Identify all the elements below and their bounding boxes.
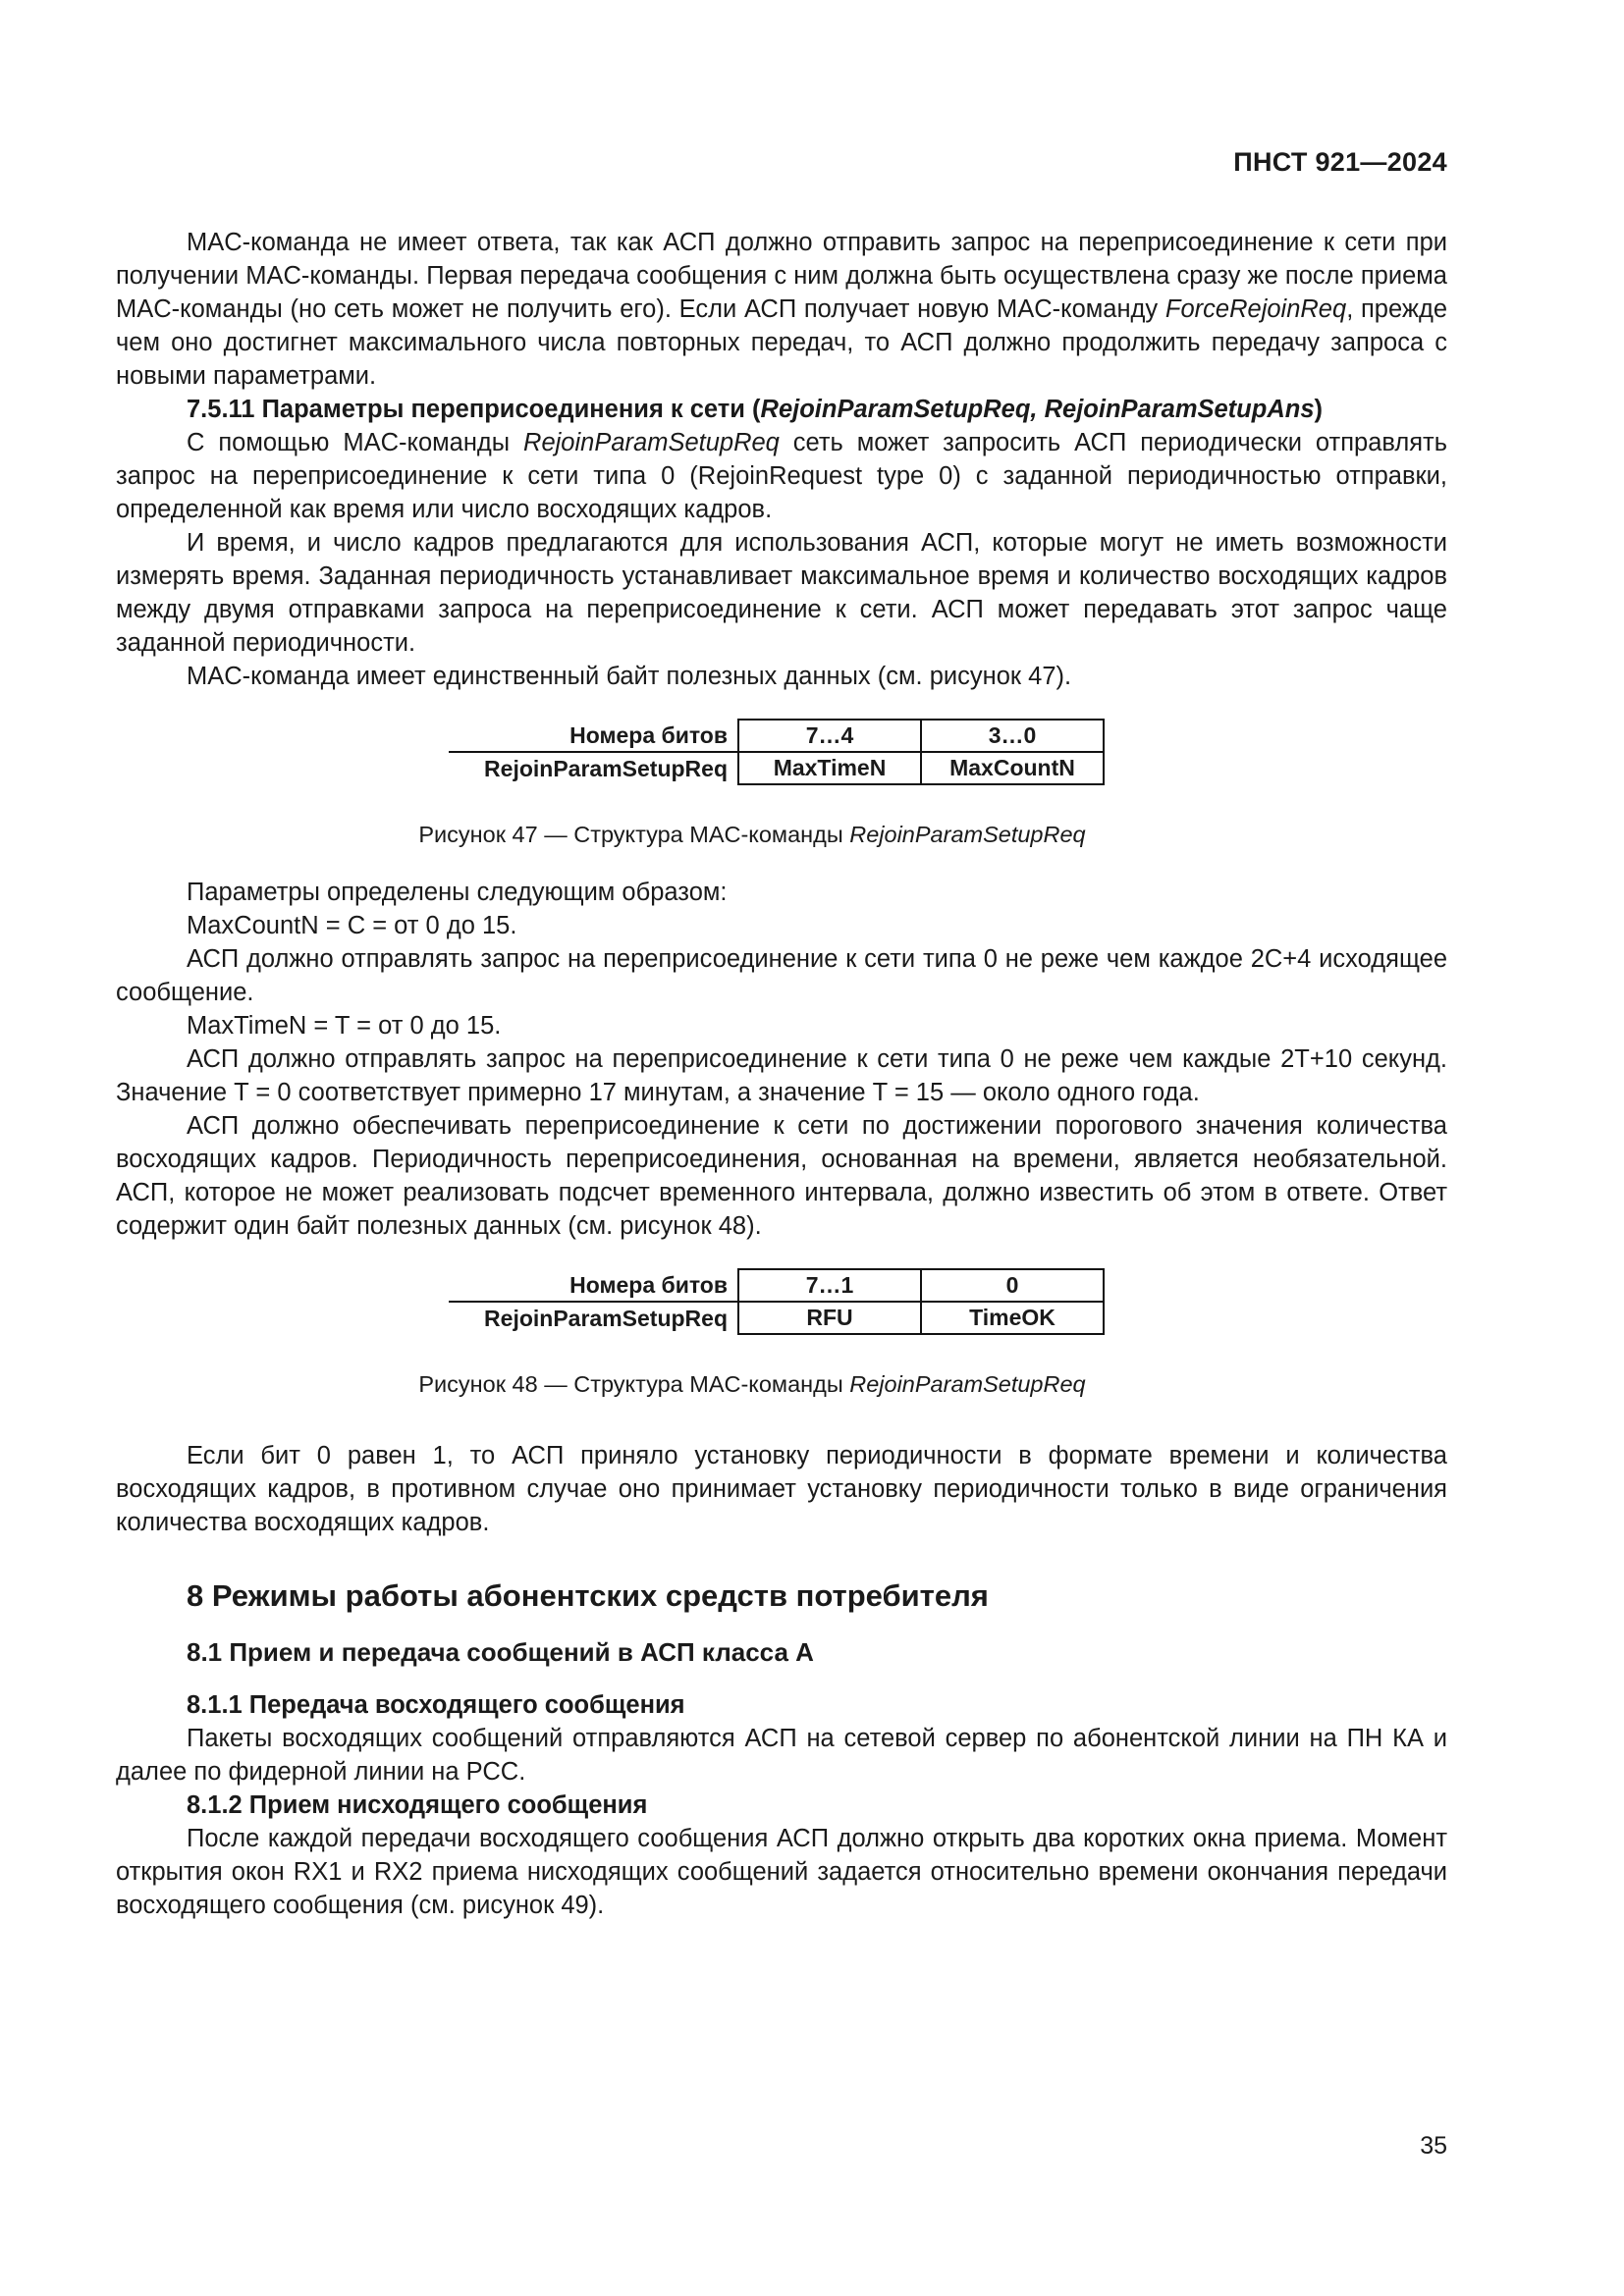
table-cell: 0 (921, 1269, 1104, 1302)
rejoin-param-setup-req-term: RejoinParamSetupReq (523, 429, 780, 456)
paragraph-max-time-text: АСП должно отправлять запрос на переприсоединение к сети типа 0 не реже чем каждые 2T+10 секунд. Значение T = 0 соответствует примерно 17 минутам, а значение T = 15 — около одного года. (116, 1045, 1447, 1106)
paragraph-max-count-def: MaxCountN = C = от 0 до 15. (187, 912, 517, 939)
paragraph-max-count-text: АСП должно отправлять запрос на переприсоединение к сети типа 0 не реже чем каждое 2C+4 исходящее сообщение. (116, 945, 1447, 1006)
paragraph-ack: АСП должно обеспечивать переприсоединение к сети по достижении порогового значения количества восходящих кадров. Периодичность переприсоединения, основанная на времени, является необязательной. АСП, которое не может реализовать подсчет временного интервала, должно известить об этом в ответе. Ответ содержит один байт полезных данных (см. рисунок 48). (116, 1112, 1447, 1240)
table-row (449, 720, 1104, 752)
table-cell: TimeOK (921, 1302, 1104, 1334)
section-8-heading: 8 Режимы работы абонентских средств потребителя (187, 1578, 989, 1613)
section-8-1-2-heading: 8.1.2 Прием нисходящего сообщения (187, 1791, 648, 1819)
paragraph-mac-no-answer: MAC-команда не имеет ответа, так как АСП должно отправить запрос на переприсоединение к сети при получении MAC-команды. Первая передача сообщения с ним должна быть осуществлена сразу же после приема MAC-команды (но сеть может не получить его). Если АСП получает новую MAC-команду ForceRejoinReq, прежде чем оно достигнет максимального числа повторных передач, то АСП должно продолжить передачу запроса с новыми параметрами. (116, 229, 1447, 390)
table-cell: 7…4 (738, 720, 921, 752)
figure-48-table (449, 1268, 1105, 1335)
page-content (116, 226, 1447, 1922)
paragraph-bit0: Если бит 0 равен 1, то АСП приняло установку периодичности в формате времени и количества восходящих кадров, в противном случае оно принимает установку периодичности только в виде ограничения количества восходящих кадров. (116, 1442, 1447, 1536)
paragraph-params-intro: Параметры определены следующим образом: (187, 879, 728, 906)
table-cell: Номера битов (449, 720, 738, 752)
table-cell: RFU (738, 1302, 921, 1334)
table-cell: 7…1 (738, 1269, 921, 1302)
table-cell: RejoinParamSetupReq (484, 755, 728, 781)
figure-47-table (449, 719, 1105, 785)
paragraph-time-frames: И время, и число кадров предлагаются для использования АСП, которые могут не иметь возможности измерять время. Заданная периодичность устанавливает максимальное время и количество восходящих кадров между двумя отправками запроса на переприсоединение к сети. АСП может передавать этот запрос чаще заданной периодичности. (116, 529, 1447, 657)
table-cell: Номера битов (449, 1269, 738, 1302)
paragraph-downlink: После каждой передачи восходящего сообщения АСП должно открыть два коротких окна приема. Момент открытия окон RX1 и RX2 приема нисходящих сообщений задается относительно времени окончания передачи восходящего сообщения (см. рисунок 49). (116, 1825, 1447, 1919)
standard-header: ПНСТ 921—2024 (1233, 147, 1447, 177)
table-cell: RejoinParamSetupReq (484, 1305, 728, 1331)
page-number: 35 (1420, 2132, 1447, 2160)
section-7-5-11-heading: 7.5.11 Параметры переприсоединения к сети (RejoinParamSetupReq, RejoinParamSetupAns) (187, 396, 1323, 423)
table-row (449, 1302, 1104, 1334)
table-cell: MaxCountN (921, 752, 1104, 784)
paragraph-single-byte: MAC-команда имеет единственный байт полезных данных (см. рисунок 47). (187, 663, 1072, 690)
paragraph-rejoin-setup: С помощью MAC-команды RejoinParamSetupReq сеть может запросить АСП периодически отправлять запрос на переприсоединение к сети типа 0 (RejoinRequest type 0) с заданной периодичностью отправки, определенной как время или число восходящих кадров. (116, 429, 1447, 523)
table-cell: 3…0 (921, 720, 1104, 752)
force-rejoin-req-term: ForceRejoinReq (1164, 295, 1347, 323)
table-row (449, 752, 1104, 784)
figure-48-caption: Рисунок 48 — Структура MAC-команды RejoinParamSetupReq (418, 1371, 1086, 1397)
section-8-1-1-heading: 8.1.1 Передача восходящего сообщения (187, 1691, 685, 1719)
table-row (449, 1269, 1104, 1302)
section-8-1-heading: 8.1 Прием и передача сообщений в АСП класса А (187, 1637, 814, 1667)
paragraph-uplink: Пакеты восходящих сообщений отправляются АСП на сетевой сервер по абонентской линии на ПН КА и далее по фидерной линии на РСС. (116, 1725, 1447, 1786)
figure-47-caption: Рисунок 47 — Структура MAC-команды RejoinParamSetupReq (418, 822, 1086, 847)
table-cell: MaxTimeN (738, 752, 921, 784)
paragraph-max-time-def: MaxTimeN = T = от 0 до 15. (187, 1012, 502, 1040)
